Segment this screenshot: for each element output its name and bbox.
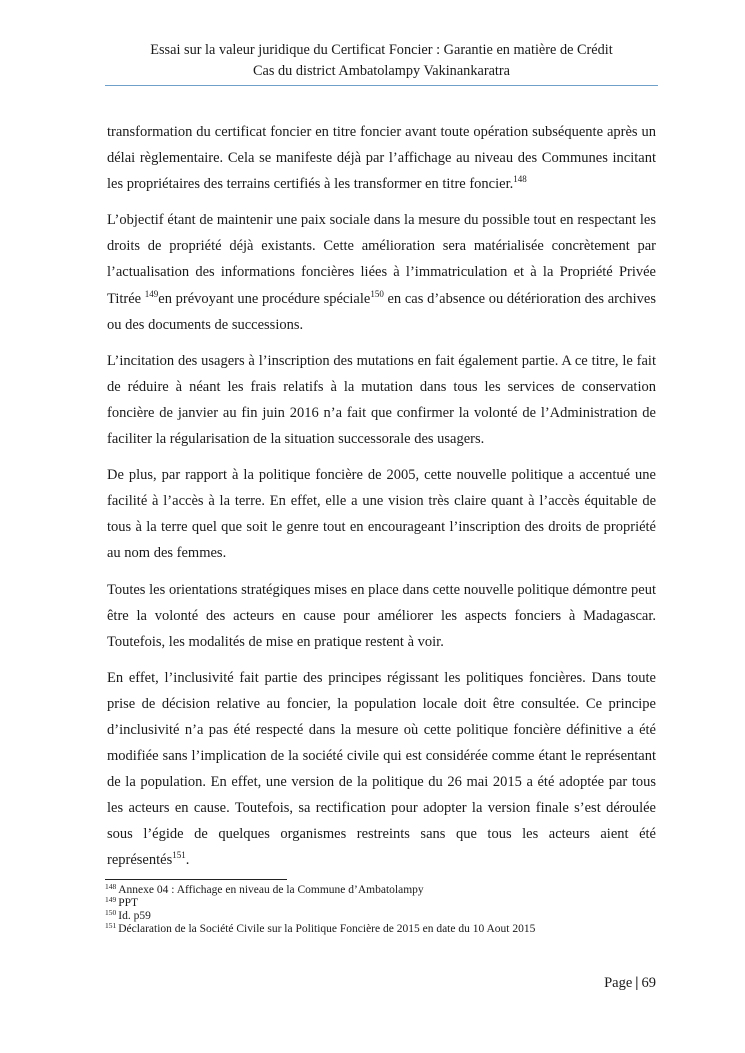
footnote-ref-151[interactable]: 151 — [172, 850, 186, 861]
footnote-149 — [105, 897, 665, 910]
footnote-number: 148 — [105, 882, 117, 891]
paragraph-text: transformation du certificat foncier en titre foncier avant toute opération subséquente après un délai règlementaire. Cela se manifeste déjà par l’affichage au niveau des Communes incitant les propriétaires des terrains certifiés à les transformer en titre foncier. — [107, 124, 656, 193]
footnote-divider — [105, 879, 287, 880]
header-title-line: Essai sur la valeur juridique du Certificat Foncier : Garantie en matière de Crédit — [150, 42, 613, 58]
paragraph-6 — [107, 665, 656, 874]
footnote-number: 149 — [105, 895, 117, 904]
footnote-148 — [105, 884, 665, 897]
page-number-value: 69 — [641, 975, 656, 991]
body-text — [107, 119, 656, 884]
footnote-ref-150[interactable]: 150 — [370, 288, 384, 299]
footnote-number: 150 — [105, 908, 117, 917]
paragraph-1 — [107, 119, 656, 197]
paragraph-text: . — [185, 852, 190, 869]
header-divider — [105, 85, 658, 86]
footnote-ref-148[interactable]: 148 — [513, 174, 527, 185]
paragraph-2 — [107, 207, 656, 337]
paragraph-text: L’objectif étant de maintenir une paix sociale dans la mesure du possible tout en respectant les droits de propriété déjà existants. Cette amélioration sera matérialisée concrètement par l’actualisation des informations foncières liées à l’immatriculation et à la Propriété Privée Titrée — [107, 212, 656, 307]
footnotes — [105, 884, 665, 936]
footnote-number: 151 — [105, 921, 117, 930]
running-header — [105, 40, 658, 82]
footnote-ref-149[interactable]: 149 — [144, 288, 159, 299]
footnote-text: PPT — [118, 897, 139, 909]
paragraph-3: L’incitation des usagers à l’inscription des mutations en fait également partie. A ce titre, le fait de réduire à néant les frais relatifs à la mutation dans tous les services de conservation foncière de janvier au fin juin 2016 n’a fait que confirmer la volonté de l’Administration de faciliter la régularisation de la situation successorale des usagers. — [107, 352, 656, 448]
page-separator: | — [635, 975, 639, 991]
footnote-150 — [105, 910, 665, 923]
footnote-text: Annexe 04 : Affichage en niveau de la Commune d’Ambatolampy — [118, 884, 424, 896]
footnote-text: Id. p59 — [118, 910, 151, 922]
paragraph-text: en cas d’absence ou détérioration des archives ou des documents de successions. — [107, 290, 656, 333]
page-number — [604, 975, 656, 992]
page-label: Page — [604, 975, 633, 991]
header-subtitle-line: Cas du district Ambatolampy Vakinankaratra — [252, 63, 511, 79]
paragraph-text: en prévoyant une procédure spéciale — [158, 290, 371, 307]
paragraph-4: De plus, par rapport à la politique foncière de 2005, cette nouvelle politique a accentué une facilité à l’accès à la terre. En effet, elle a une vision très claire quant à l’accès équitable de tous à la terre quel que soit le genre tout en encourageant l’inscription des droits de propriété au nom des femmes. — [107, 467, 656, 562]
footnote-text: Déclaration de la Société Civile sur la Politique Foncière de 2015 en date du 10 Aout 2015 — [118, 923, 536, 935]
footnote-151 — [105, 923, 665, 936]
paragraph-text: En effet, l’inclusivité fait partie des principes régissant les politiques foncières. Dans toute prise de décision relative au foncier, la population locale doit être consultée. Ce principe d’inclusivité n’a pas été respecté dans la mesure où cette politique foncière définitive a été modifiée sans l’implication de la société civile qui est considérée comme étant le représentant de la population. En effet, une version de la politique du 26 mai 2015 a été adoptée par tous les acteurs en cause. Toutefois, sa rectification pour adopter la version finale s’est déroulée sous l’égide de quelques organismes restreints sans que tous les acteurs aient été représentés — [107, 669, 656, 869]
paragraph-5: Toutes les orientations stratégiques mises en place dans cette nouvelle politique démontre peut être la volonté des acteurs en cause pour améliorer les aspects fonciers à Madagascar. Toutefois, les modalités de mise en pratique restent à voir. — [107, 581, 656, 650]
